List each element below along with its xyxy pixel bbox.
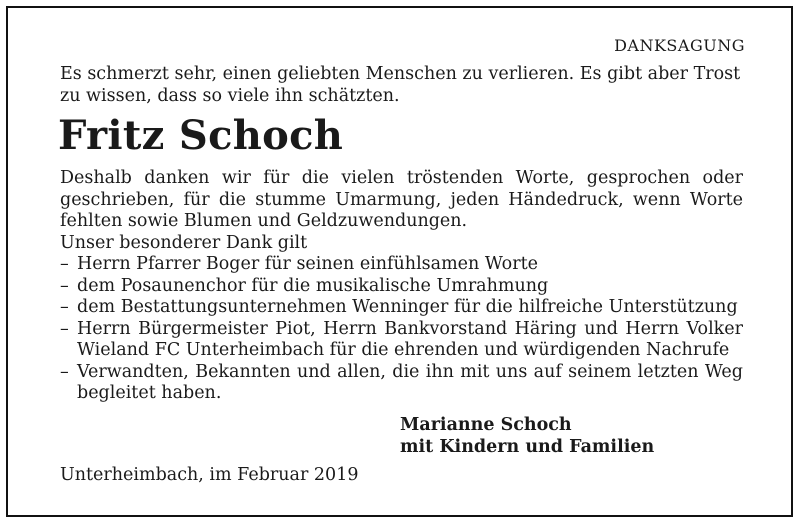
dash-bullet: –	[60, 254, 69, 274]
signature-family: mit Kindern und Familien	[400, 437, 655, 457]
notice-heading: DANKSAGUNG	[614, 36, 745, 55]
thanks-item	[60, 362, 743, 405]
thanks-item	[60, 254, 743, 276]
thanks-item-text: dem Posaunenchor für die musikalische Umrahmung	[77, 275, 549, 296]
thanks-item	[60, 297, 743, 319]
thanks-item	[60, 319, 743, 362]
deceased-name: Fritz Schoch	[58, 112, 344, 159]
thanks-item	[60, 276, 743, 298]
thanks-list	[60, 254, 743, 405]
signature	[400, 414, 654, 458]
signature-name: Marianne Schoch	[400, 415, 572, 435]
thanks-item-text: dem Bestattungsunternehmen Wenninger für die hilfreiche Unterstützung	[77, 297, 738, 317]
body-text: Deshalb danken wir für die vielen tröstenden Worte, gesprochen oder geschrieben, für die stumme Umarmung, jeden Händedruck, wenn Worte fehlten sowie Blumen und Geldzuwendungen.	[60, 168, 743, 231]
thanks-item-text: Herrn Pfarrer Boger für seinen einfühlsamen Worte	[77, 254, 538, 274]
place-date: Unterheimbach, im Februar 2019	[60, 465, 359, 485]
intro-text: Es schmerzt sehr, einen geliebten Menschen zu verlieren. Es gibt aber Trost zu wissen, dass so viele ihn schätzten.	[60, 64, 741, 106]
dash-bullet: –	[60, 297, 69, 317]
dash-bullet: –	[60, 318, 69, 339]
notice-body	[60, 168, 743, 405]
dash-bullet: –	[60, 361, 69, 382]
thanks-item-text: Verwandten, Bekannten und allen, die ihn mit uns auf seinem letzten Weg begleitet haben.	[77, 361, 743, 403]
thanks-item-text: Herrn Bürgermeister Piot, Herrn Bankvorstand Häring und Herrn Volker Wieland FC Unterheimbach für die ehrenden und würdigenden Nachrufe	[77, 318, 743, 360]
dash-bullet: –	[60, 275, 69, 296]
thanks-intro: Unser besonderer Dank gilt	[60, 232, 308, 253]
